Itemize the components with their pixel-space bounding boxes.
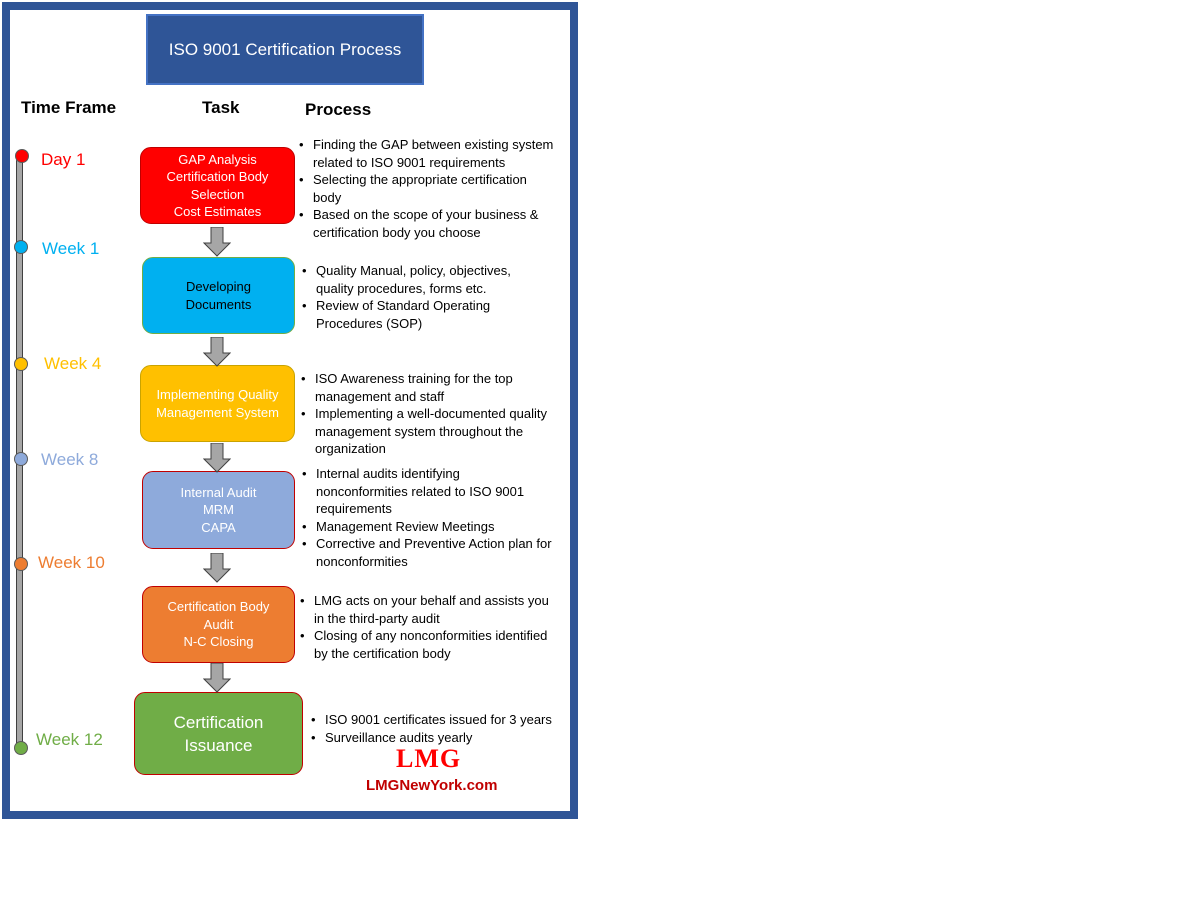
timeline-label-week8: Week 8 — [41, 450, 99, 469]
down-arrow-icon — [203, 553, 231, 583]
down-arrow-icon — [203, 227, 231, 257]
task-box-developing-documents — [142, 257, 295, 334]
process-item: • Quality Manual, policy, objectives, quality procedures, forms etc. — [302, 262, 511, 297]
process-item: • Internal audits identifying nonconformities related to ISO 9001 requirements — [302, 465, 552, 518]
task-box-gap-analysis — [140, 147, 295, 224]
task-line: Cost Estimates — [173, 204, 262, 219]
timeline-dot-day1 — [15, 149, 29, 163]
process-item: • Implementing a well-documented quality management system throughout the organization — [301, 405, 547, 458]
lmg-logo: LMG — [396, 744, 462, 773]
task-box-internal-audit — [142, 471, 295, 549]
task-line: N-C Closing — [183, 634, 254, 650]
task-line: Certification Body — [167, 599, 270, 615]
process-item: • Finding the GAP between existing system related to ISO 9001 requirements — [299, 136, 553, 171]
timeline-dot-week10 — [14, 557, 28, 571]
task-line: Management System — [156, 404, 279, 420]
task-line: Internal Audit — [180, 484, 257, 500]
task-line: Certification Body — [166, 169, 269, 184]
timeline-label-week1: Week 1 — [42, 239, 100, 258]
down-arrow-icon — [203, 663, 231, 693]
process-list-gap-analysis — [299, 136, 553, 241]
process-header: Process — [305, 100, 372, 119]
process-item: • ISO 9001 certificates issued for 3 years — [311, 711, 552, 729]
process-list-implementing-qms — [301, 370, 547, 458]
task-line: Certification — [173, 712, 264, 732]
down-arrow-icon — [203, 337, 231, 367]
process-item: • Corrective and Preventive Action plan for nonconformities — [302, 535, 552, 570]
task-line: GAP Analysis — [178, 151, 257, 167]
time-frame-header: Time Frame — [21, 98, 117, 117]
task-line: Implementing Quality — [156, 387, 279, 402]
timeline-label-week10: Week 10 — [38, 553, 105, 572]
task-box-implementing-qms — [140, 365, 295, 442]
task-box-certification-body-audit — [142, 586, 295, 663]
task-line: Audit — [203, 616, 234, 632]
process-item: • Surveillance audits yearly — [311, 729, 552, 747]
timeline-dot-week12 — [14, 741, 28, 755]
diagram-title: ISO 9001 Certification Process — [146, 14, 424, 85]
task-box-certification-issuance — [134, 692, 303, 775]
down-arrow-icon — [203, 443, 231, 473]
process-item: • Closing of any nonconformities identified by the certification body — [300, 627, 549, 662]
task-line: MRM — [202, 502, 235, 518]
task-header: Task — [202, 98, 240, 117]
timeline-label-day1: Day 1 — [41, 150, 86, 169]
process-item: • ISO Awareness training for the top management and staff — [301, 370, 547, 405]
lmg-website: LMGNewYork.com — [366, 777, 498, 794]
process-item: • Management Review Meetings — [302, 518, 552, 536]
timeline-label-week4: Week 4 — [44, 354, 102, 373]
process-list-internal-audit — [302, 465, 552, 570]
task-line: Documents — [185, 296, 252, 312]
process-item: • Based on the scope of your business & certification body you choose — [299, 206, 553, 241]
timeline-dot-week8 — [14, 452, 28, 466]
process-item: • Review of Standard Operating Procedures (SOP) — [302, 297, 511, 332]
process-item: • LMG acts on your behalf and assists you in the third-party audit — [300, 592, 549, 627]
task-line: Developing — [185, 279, 252, 294]
process-item: • Selecting the appropriate certification body — [299, 171, 553, 206]
timeline-dot-week4 — [14, 357, 28, 371]
task-line: CAPA — [201, 519, 236, 535]
process-list-certification-body-audit — [300, 592, 549, 662]
timeline-label-week12: Week 12 — [36, 730, 103, 749]
task-line: Issuance — [184, 735, 253, 755]
process-list-certification-issuance — [311, 711, 552, 746]
task-line: Selection — [190, 186, 245, 202]
timeline-dot-week1 — [14, 240, 28, 254]
process-list-developing-documents — [302, 262, 511, 332]
